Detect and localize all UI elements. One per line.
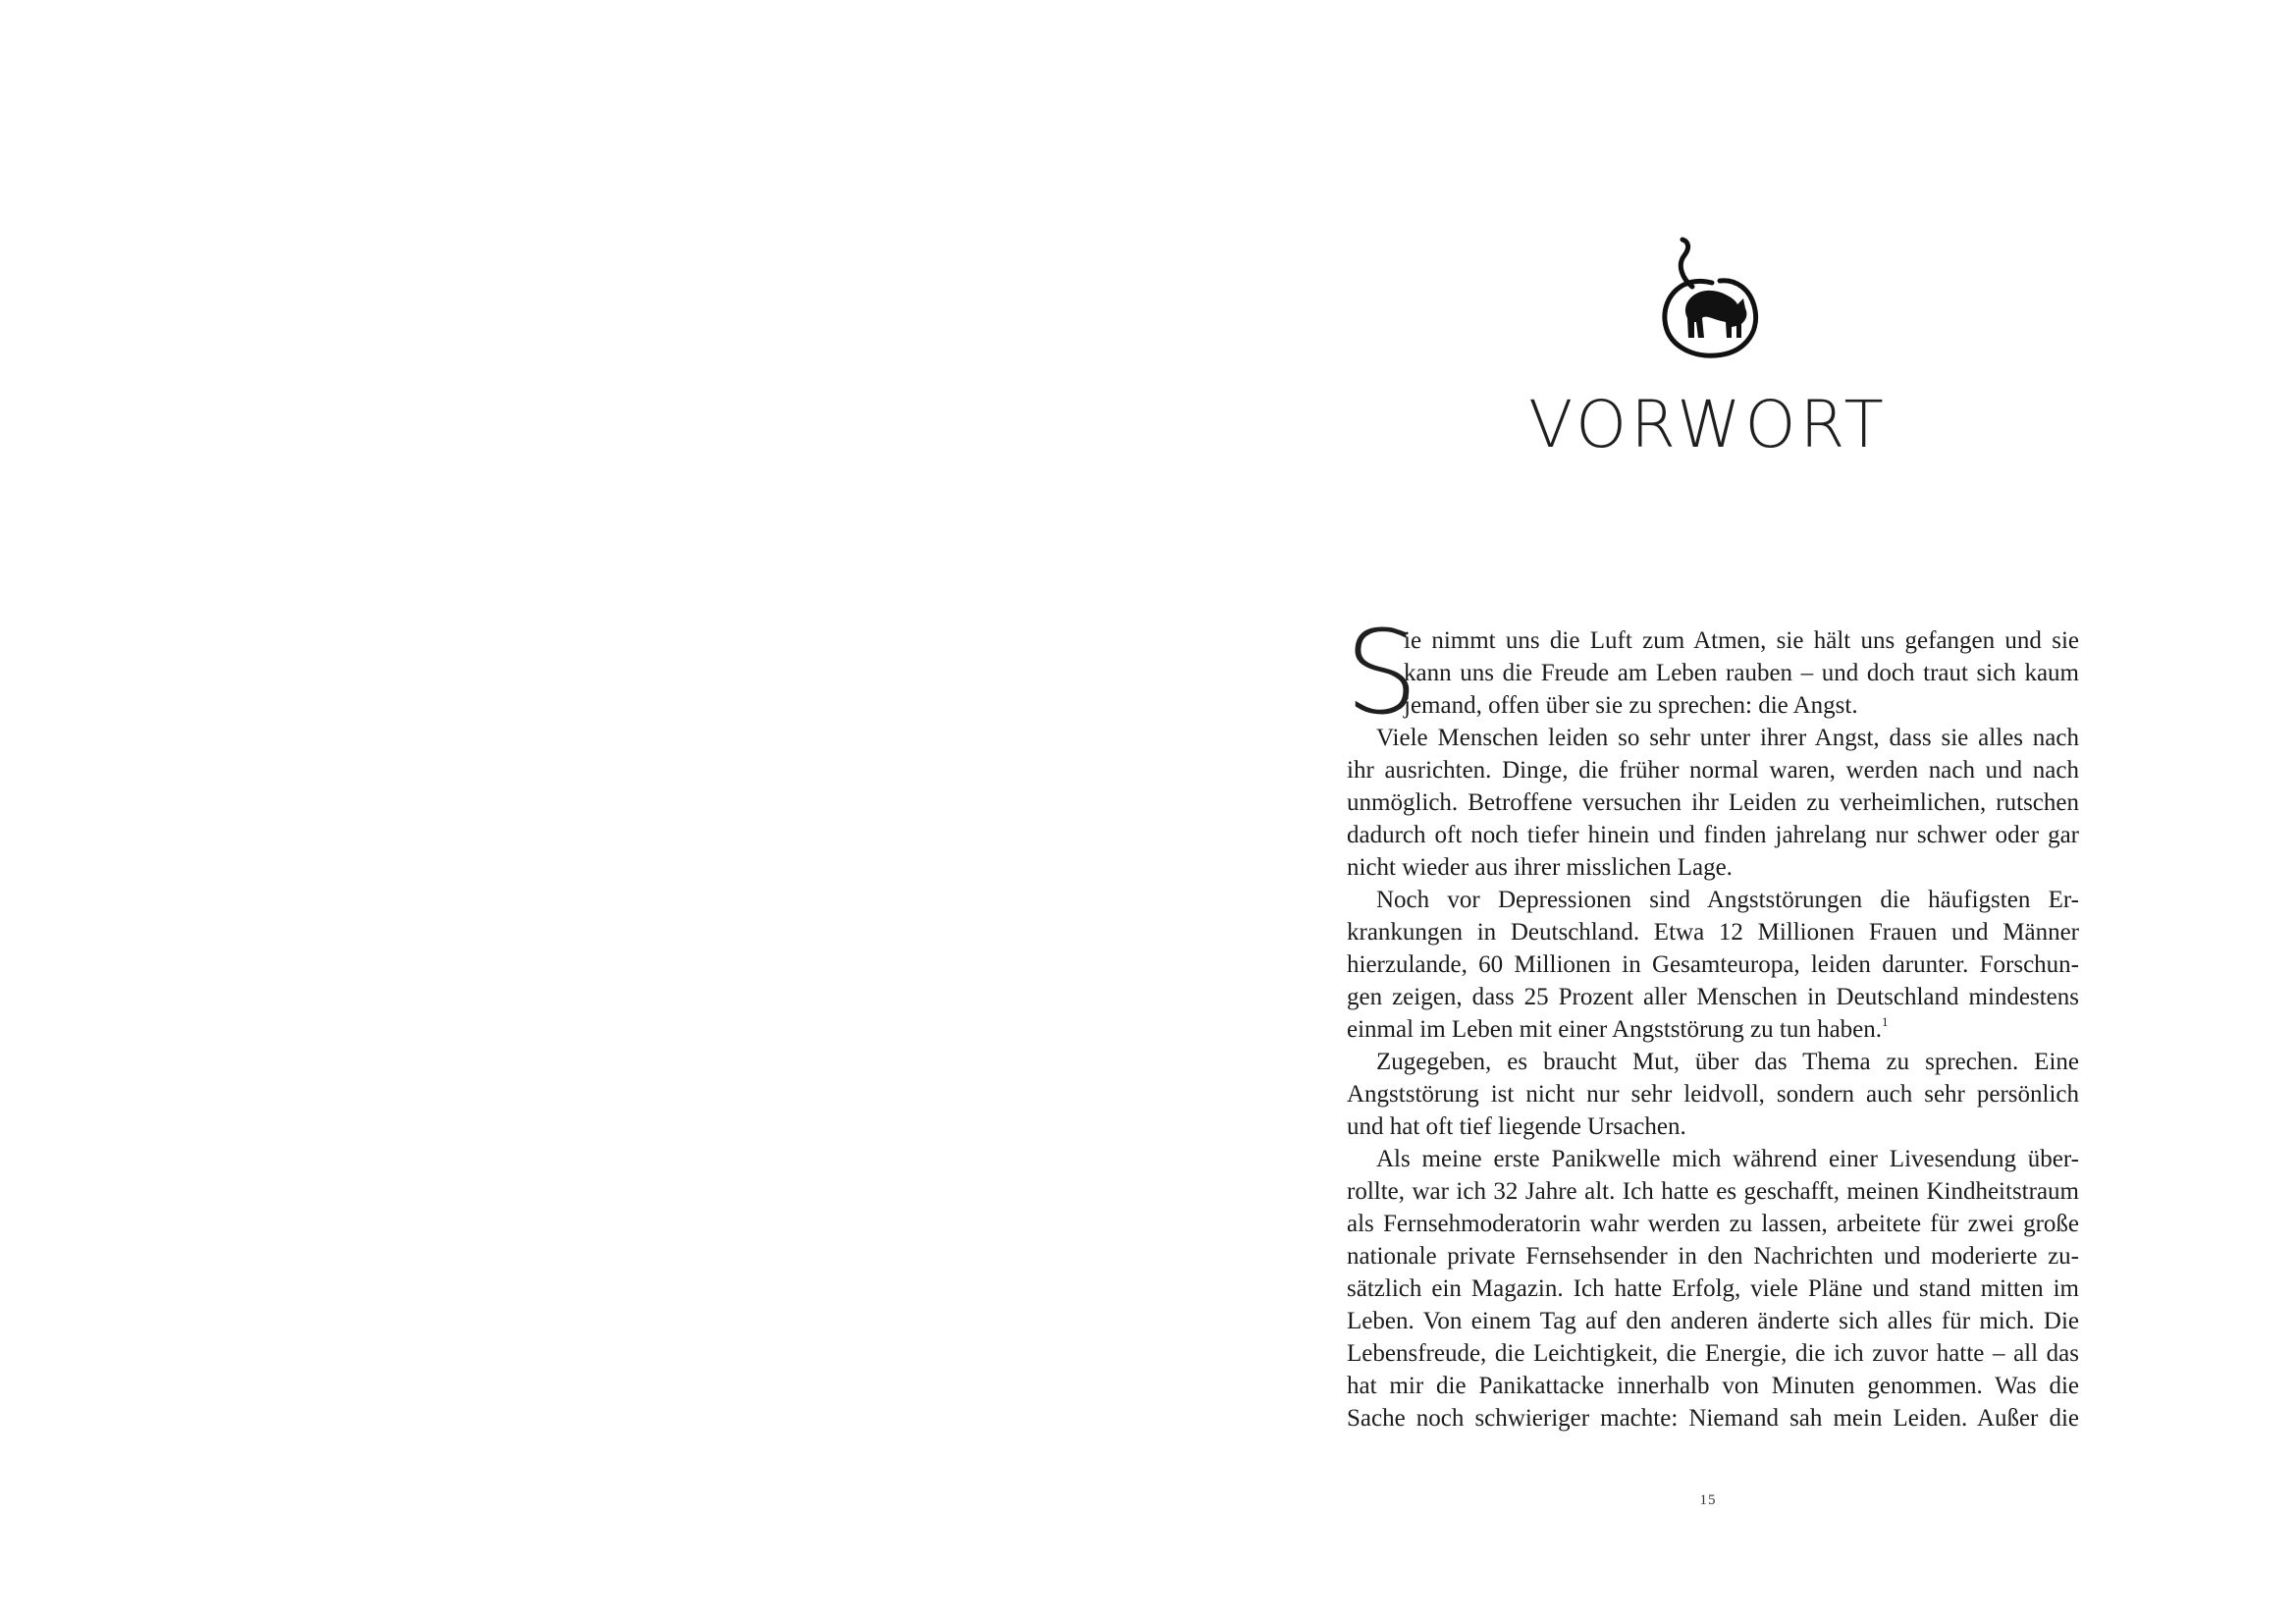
body-line: jemand, offen über sie zu sprechen: die Angst.: [1404, 692, 1858, 719]
body-line: nationale private Fernsehsender in den Nachrichten und moderierte zu-: [1347, 1243, 2079, 1270]
body-line: dadurch oft noch tiefer hinein und finden jahrelang nur schwer oder gar: [1347, 822, 2079, 848]
body-line: hat mir die Panikattacke innerhalb von Minuten genommen. Was die: [1347, 1373, 2079, 1399]
body-line: nicht wieder aus ihrer misslichen Lage.: [1347, 854, 1733, 881]
body-line: hierzulande, 60 Millionen in Gesamteuropa, leiden darunter. Forschun-: [1347, 951, 2079, 978]
drop-cap: S: [1345, 605, 1418, 740]
body-line: unmöglich. Betroffene versuchen ihr Leiden zu verheimlichen, rutschen: [1347, 789, 2079, 816]
body-line: rollte, war ich 32 Jahre alt. Ich hatte es geschafft, meinen Kindheitstraum: [1347, 1178, 2079, 1205]
footnote-marker: 1: [1882, 1014, 1889, 1029]
body-line: Noch vor Depressionen sind Angststörungen die häufigsten Er-: [1376, 887, 2079, 913]
page-number: 15: [1699, 1492, 1717, 1508]
body-line: kann uns die Freude am Leben rauben – und doch traut sich kaum: [1404, 660, 2079, 686]
body-line: gen zeigen, dass 25 Prozent aller Menschen in Deutschland mindestens: [1347, 984, 2079, 1010]
body-line-text: einmal im Leben mit einer Angststörung zu tun haben.: [1347, 1016, 1883, 1043]
body-line: krankungen in Deutschland. Etwa 12 Millionen Frauen und Männer: [1347, 919, 2079, 946]
body-line: ie nimmt uns die Luft zum Atmen, sie hält uns gefangen und sie: [1404, 627, 2079, 654]
body-line-with-footnote: [1347, 1013, 2079, 1046]
body-line: und hat oft tief liegende Ursachen.: [1347, 1113, 1686, 1140]
body-line: Leben. Von einem Tag auf den anderen änderte sich alles für mich. Die: [1347, 1308, 2079, 1334]
body-line: ihr ausrichten. Dinge, die früher normal waren, werden nach und nach: [1347, 757, 2079, 784]
body-line: als Fernsehmoderatorin wahr werden zu lassen, arbeitete für zwei große: [1347, 1211, 2079, 1237]
body-line: Sache noch schwieriger machte: Niemand sah mein Leiden. Außer die: [1347, 1405, 2079, 1432]
body-line: sätzlich ein Magazin. Ich hatte Erfolg, viele Pläne und stand mitten im: [1347, 1275, 2079, 1302]
body-line: Angststörung ist nicht nur sehr leidvoll, sondern auch sehr persönlich: [1347, 1081, 2079, 1108]
chapter-title: VORWORT: [1528, 387, 1888, 462]
body-line: Lebensfreude, die Leichtigkeit, die Energie, die ich zuvor hatte – all das: [1347, 1340, 2079, 1367]
body-line: Zugegeben, es braucht Mut, über das Thema zu sprechen. Eine: [1376, 1049, 2079, 1075]
chapter-body-text: [1347, 624, 2079, 1435]
arched-cat-in-circle-icon: [1653, 236, 1767, 361]
body-line: Viele Menschen leiden so sehr unter ihrer Angst, dass sie alles nach: [1376, 725, 2079, 751]
body-line: Als meine erste Panikwelle mich während einer Livesendung über-: [1376, 1146, 2079, 1172]
